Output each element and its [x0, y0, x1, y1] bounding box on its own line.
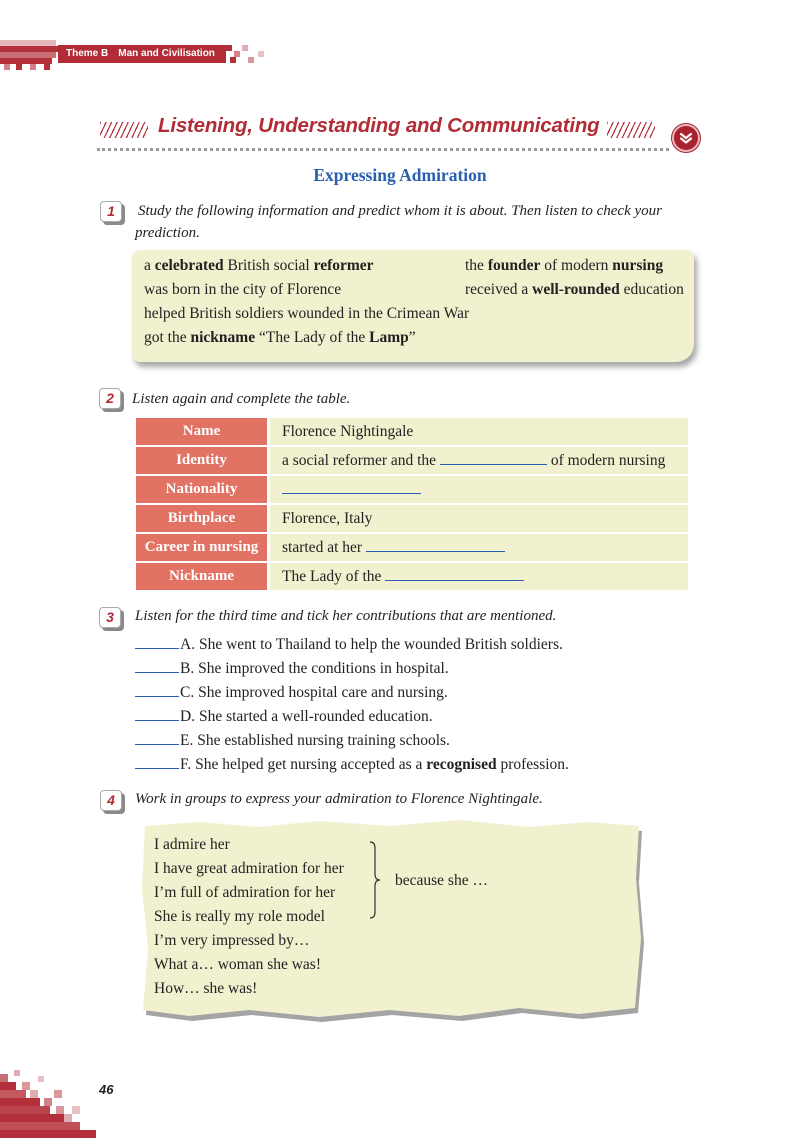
row-value: started at her [270, 534, 688, 561]
table-row [136, 563, 688, 590]
answer-blank[interactable] [282, 476, 421, 494]
phrase-item: I’m very impressed by… [154, 932, 310, 949]
header-mosaic-tail [226, 45, 266, 67]
row-label: Career in nursing [136, 534, 267, 561]
phrase-item: I have great admiration for her [154, 860, 344, 877]
tick-blank[interactable] [135, 730, 179, 745]
list-item: F. She helped get nursing accepted as a recognised profession. [135, 754, 569, 774]
table-row [136, 447, 688, 474]
phrase-item: What a… woman she was! [154, 956, 322, 973]
list-item: D. She started a well-rounded education. [135, 706, 433, 726]
page-number: 46 [99, 1082, 114, 1097]
task-4-badge: 4 [100, 790, 122, 811]
table-row [136, 505, 688, 532]
task-4-instruction: Work in groups to express your admiration to Florence Nightingale. [135, 791, 543, 807]
info-line-1: a celebrated British social reformer [144, 257, 374, 274]
header-mosaic-decoration [0, 40, 60, 70]
task-1-instruction: Study the following information and predict whom it is about. Then listen to check your prediction. [135, 203, 662, 241]
task-2-badge: 2 [99, 388, 121, 409]
right-brace-icon [368, 840, 382, 920]
row-value: Florence, Italy [270, 505, 688, 532]
row-value: Florence Nightingale [270, 418, 688, 445]
row-label: Nickname [136, 563, 267, 590]
phrase-item: I’m full of admiration for her [154, 884, 336, 901]
section-title: Expressing Admiration [313, 165, 487, 185]
row-label: Nationality [136, 476, 267, 503]
list-item: C. She improved hospital care and nursing. [135, 682, 448, 702]
phrase-paper-box [139, 818, 644, 1024]
task-1-badge: 1 [100, 201, 122, 222]
row-value: a social reformer and the of modern nursing [270, 447, 688, 474]
theme-banner [58, 45, 226, 63]
table-row [136, 476, 688, 503]
info-line-3: helped British soldiers wounded in the Crimean War [144, 305, 470, 322]
list-item: A. She went to Thailand to help the wounded British soldiers. [135, 634, 563, 654]
row-value: The Lady of the [270, 563, 688, 590]
row-value [270, 476, 688, 503]
info-line-2: was born in the city of Florence [144, 281, 342, 298]
because-phrase: because she … [395, 872, 488, 889]
task-3-badge: 3 [99, 607, 121, 628]
row-label: Birthplace [136, 505, 267, 532]
theme-label: Theme B [66, 48, 109, 59]
page-title: Listening, Understanding and Communicating [158, 114, 600, 137]
title-divider [97, 148, 669, 151]
info-line-4: got the nickname “The Lady of the Lamp” [144, 329, 416, 346]
task-3-instruction: Listen for the third time and tick her contributions that are mentioned. [135, 608, 557, 624]
phrase-item: She is really my role model [154, 908, 325, 925]
answer-blank[interactable] [366, 534, 505, 552]
tick-blank[interactable] [135, 658, 179, 673]
tick-blank[interactable] [135, 754, 179, 769]
footer-mosaic-decoration [0, 1068, 96, 1138]
row-label: Name [136, 418, 267, 445]
info-line-6: received a well-rounded education [465, 281, 684, 298]
answer-blank[interactable] [440, 447, 547, 465]
info-box [132, 250, 694, 362]
unit-label: Man and Civilisation [118, 48, 215, 59]
phrase-item: I admire her [154, 836, 230, 853]
table-row [136, 534, 688, 561]
row-label: Identity [136, 447, 267, 474]
phrase-item: How… she was! [154, 980, 258, 997]
list-item: B. She improved the conditions in hospital. [135, 658, 449, 678]
chevron-down-circle-icon [672, 124, 700, 152]
tick-blank[interactable] [135, 634, 179, 649]
tick-blank[interactable] [135, 706, 179, 721]
list-item: E. She established nursing training schools. [135, 730, 450, 750]
answer-blank[interactable] [385, 563, 524, 581]
tick-blank[interactable] [135, 682, 179, 697]
task-2-instruction: Listen again and complete the table. [132, 391, 351, 407]
title-hatch-right [607, 122, 655, 138]
title-hatch-left [100, 122, 148, 138]
info-line-5: the founder of modern nursing [465, 257, 664, 274]
table-row [136, 418, 688, 445]
